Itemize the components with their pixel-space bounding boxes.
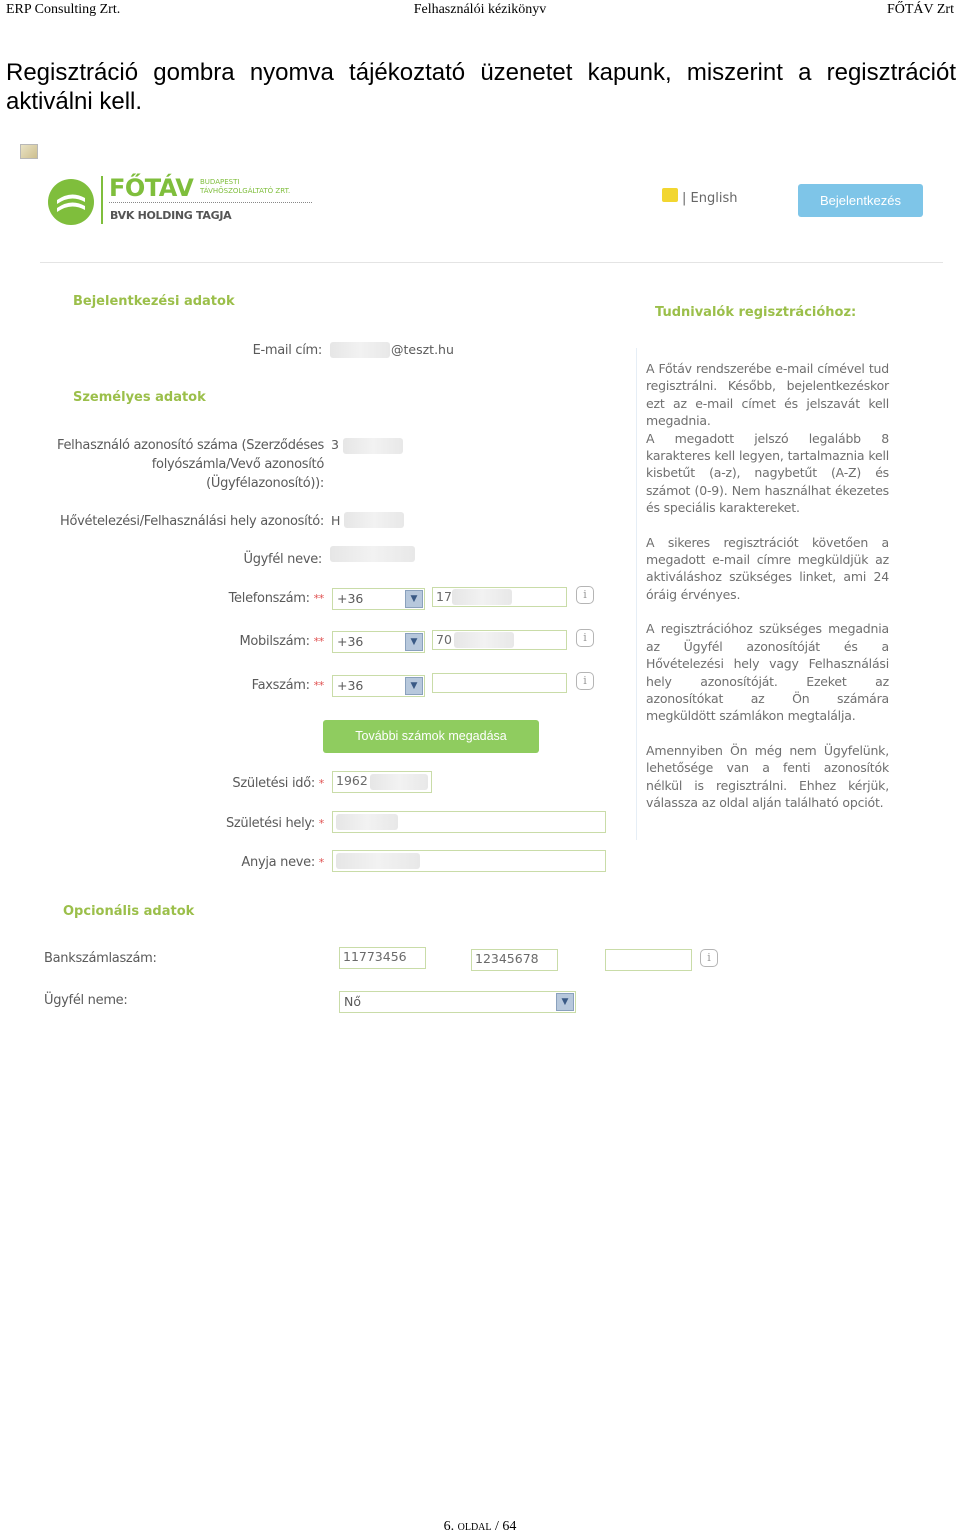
phone-label-text: Telefonszám: (228, 591, 310, 606)
client-name-blur (330, 546, 415, 562)
user-id-value: 3 (331, 437, 339, 452)
bank-value-2: 12345678 (475, 951, 539, 966)
header-divider (40, 262, 943, 263)
gender-select[interactable] (339, 991, 576, 1013)
fax-label (252, 678, 324, 693)
fax-info-icon[interactable]: i (576, 672, 594, 690)
registration-screenshot (0, 138, 960, 1028)
bank-input-2[interactable] (471, 949, 558, 971)
chevron-down-icon: ▼ (405, 590, 423, 608)
gender-value: Nő (344, 994, 361, 1009)
header-center: Felhasználói kézikönyv (413, 2, 547, 17)
info-paragraph-3: A sikeres regisztrációt követően a megadott e-mail címre megküldjük az aktiváláshoz szükséges linket, ami 24 óráig érvényes. (646, 534, 889, 602)
mobile-blur (454, 632, 514, 648)
birth-place-label-text: Születési hely: (225, 816, 315, 831)
email-blur (330, 342, 390, 358)
chevron-down-icon: ▼ (405, 677, 423, 695)
logo-holding: BVK HOLDING TAGJA (110, 209, 232, 222)
personal-data-heading: Személyes adatok (73, 390, 206, 405)
mobile-prefix-select[interactable] (332, 631, 425, 653)
header-right: FŐTÁV Zrt (886, 2, 954, 17)
logo-circle-icon (47, 178, 95, 226)
mother-name-blur (336, 853, 420, 869)
broken-image-icon (20, 144, 38, 159)
birth-place-blur (336, 814, 398, 830)
mobile-info-icon[interactable]: i (576, 629, 594, 647)
email-label: E-mail cím: (252, 343, 322, 358)
mobile-value: 70 (436, 632, 452, 647)
login-button[interactable]: Bejelentkezés (798, 184, 923, 217)
flag-icon (662, 188, 678, 202)
client-name-label: Ügyfél neve: (243, 552, 322, 567)
user-id-label-1: Felhasználó azonosító száma (Szerződéses (57, 438, 324, 453)
email-domain: @teszt.hu (391, 342, 454, 357)
phone-prefix-select[interactable] (332, 588, 425, 610)
user-id-label-2: folyószámla/Vevő azonosító (151, 457, 324, 472)
info-paragraph-4: A regisztrációhoz szükséges megadnia az Ügyfél azonosítóját és a Hővételezési hely vagy Felhasználási hely azonosítóját. Ezeket az azonosítókat az Ön számára megküldött számlákon megtalálja. (646, 621, 889, 724)
mobile-prefix-value: +36 (337, 634, 364, 649)
phone-info-icon[interactable]: i (576, 586, 594, 604)
mobile-label-text: Mobilszám: (239, 634, 310, 649)
birth-date-required: * (318, 777, 324, 790)
info-column (646, 360, 889, 811)
more-numbers-button[interactable]: További számok megadása (323, 720, 539, 753)
fax-prefix-select[interactable] (332, 675, 425, 697)
mother-name-label (241, 855, 324, 870)
phone-value: 17 (436, 589, 452, 604)
info-heading: Tudnivalók regisztrációhoz: (655, 305, 857, 320)
english-link[interactable]: | English (682, 191, 738, 206)
fax-input[interactable] (432, 673, 567, 693)
place-id-label: Hővételezési/Felhasználási hely azonosító: (59, 514, 324, 529)
fax-required: ** (313, 679, 324, 692)
bank-input-1[interactable] (339, 947, 426, 969)
info-paragraph-1: A Főtáv rendszerébe e-mail címével tud regisztrálni. Később, bejelentkezéskor ezt az e-mail címet és jelszavát kell megadnia. (646, 361, 889, 429)
login-data-heading: Bejelentkezési adatok (73, 294, 235, 309)
phone-prefix-value: +36 (337, 591, 364, 606)
logo-sub2: TÁVHŐSZOLGÁLTATÓ ZRT. (200, 187, 291, 195)
info-paragraph-2: A megadott jelszó legalább 8 karakteres kell legyen, tartalmaznia kell kisbetűt (a-z), nagybetűt (A-Z) és számot (0-9). Nem használhat ékezetes és speciális karaktereket. (646, 430, 889, 516)
user-id-label-3: (Ügyfélazonosító)): (206, 476, 324, 491)
bank-info-icon[interactable]: i (700, 949, 718, 967)
bank-input-3[interactable] (605, 949, 692, 971)
bank-label: Bankszámlaszám: (44, 951, 157, 966)
phone-blur (452, 589, 512, 605)
bank-value-1: 11773456 (343, 949, 407, 964)
birth-date-label-text: Születési idő: (232, 776, 315, 791)
info-column-divider (636, 348, 637, 840)
birth-date-label (232, 776, 324, 791)
phone-label (229, 591, 324, 606)
fax-label-text: Faxszám: (251, 678, 310, 693)
place-id-blur (344, 512, 404, 528)
fotav-logo (47, 176, 317, 228)
birth-place-label (226, 816, 324, 831)
chevron-down-icon: ▼ (405, 633, 423, 651)
mobile-label (239, 634, 324, 649)
header-left: ERP Consulting Zrt. (6, 2, 121, 17)
mother-name-label-text: Anyja neve: (241, 855, 315, 870)
place-id-value: H (331, 513, 341, 528)
chevron-down-icon: ▼ (556, 993, 574, 1011)
info-paragraph-5: Amennyiben Ön még nem Ügyfelünk, lehetősége van a fenti azonosítók nélkül is regisztrálni. Ehhez kérjük, válassza az oldal alján található opciót. (646, 742, 889, 810)
mobile-required: ** (313, 635, 324, 648)
birth-place-required: * (318, 817, 324, 830)
gender-label: Ügyfél neme: (44, 993, 128, 1008)
birth-date-blur (370, 774, 428, 790)
logo-sub1: BUDAPESTI (200, 178, 240, 186)
phone-required: ** (313, 592, 324, 605)
intro-paragraph: Regisztráció gombra nyomva tájékoztató üzenetet kapunk, miszerint a regisztrációt aktiválni kell. (6, 59, 956, 115)
user-id-blur (343, 438, 403, 454)
page-footer: 6. oldal / 64 (443, 1519, 517, 1534)
optional-data-heading: Opcionális adatok (63, 904, 195, 919)
birth-date-value: 1962 (336, 773, 368, 788)
logo-brand: FŐTÁV (109, 174, 194, 202)
mother-name-required: * (318, 856, 324, 869)
fax-prefix-value: +36 (337, 678, 364, 693)
